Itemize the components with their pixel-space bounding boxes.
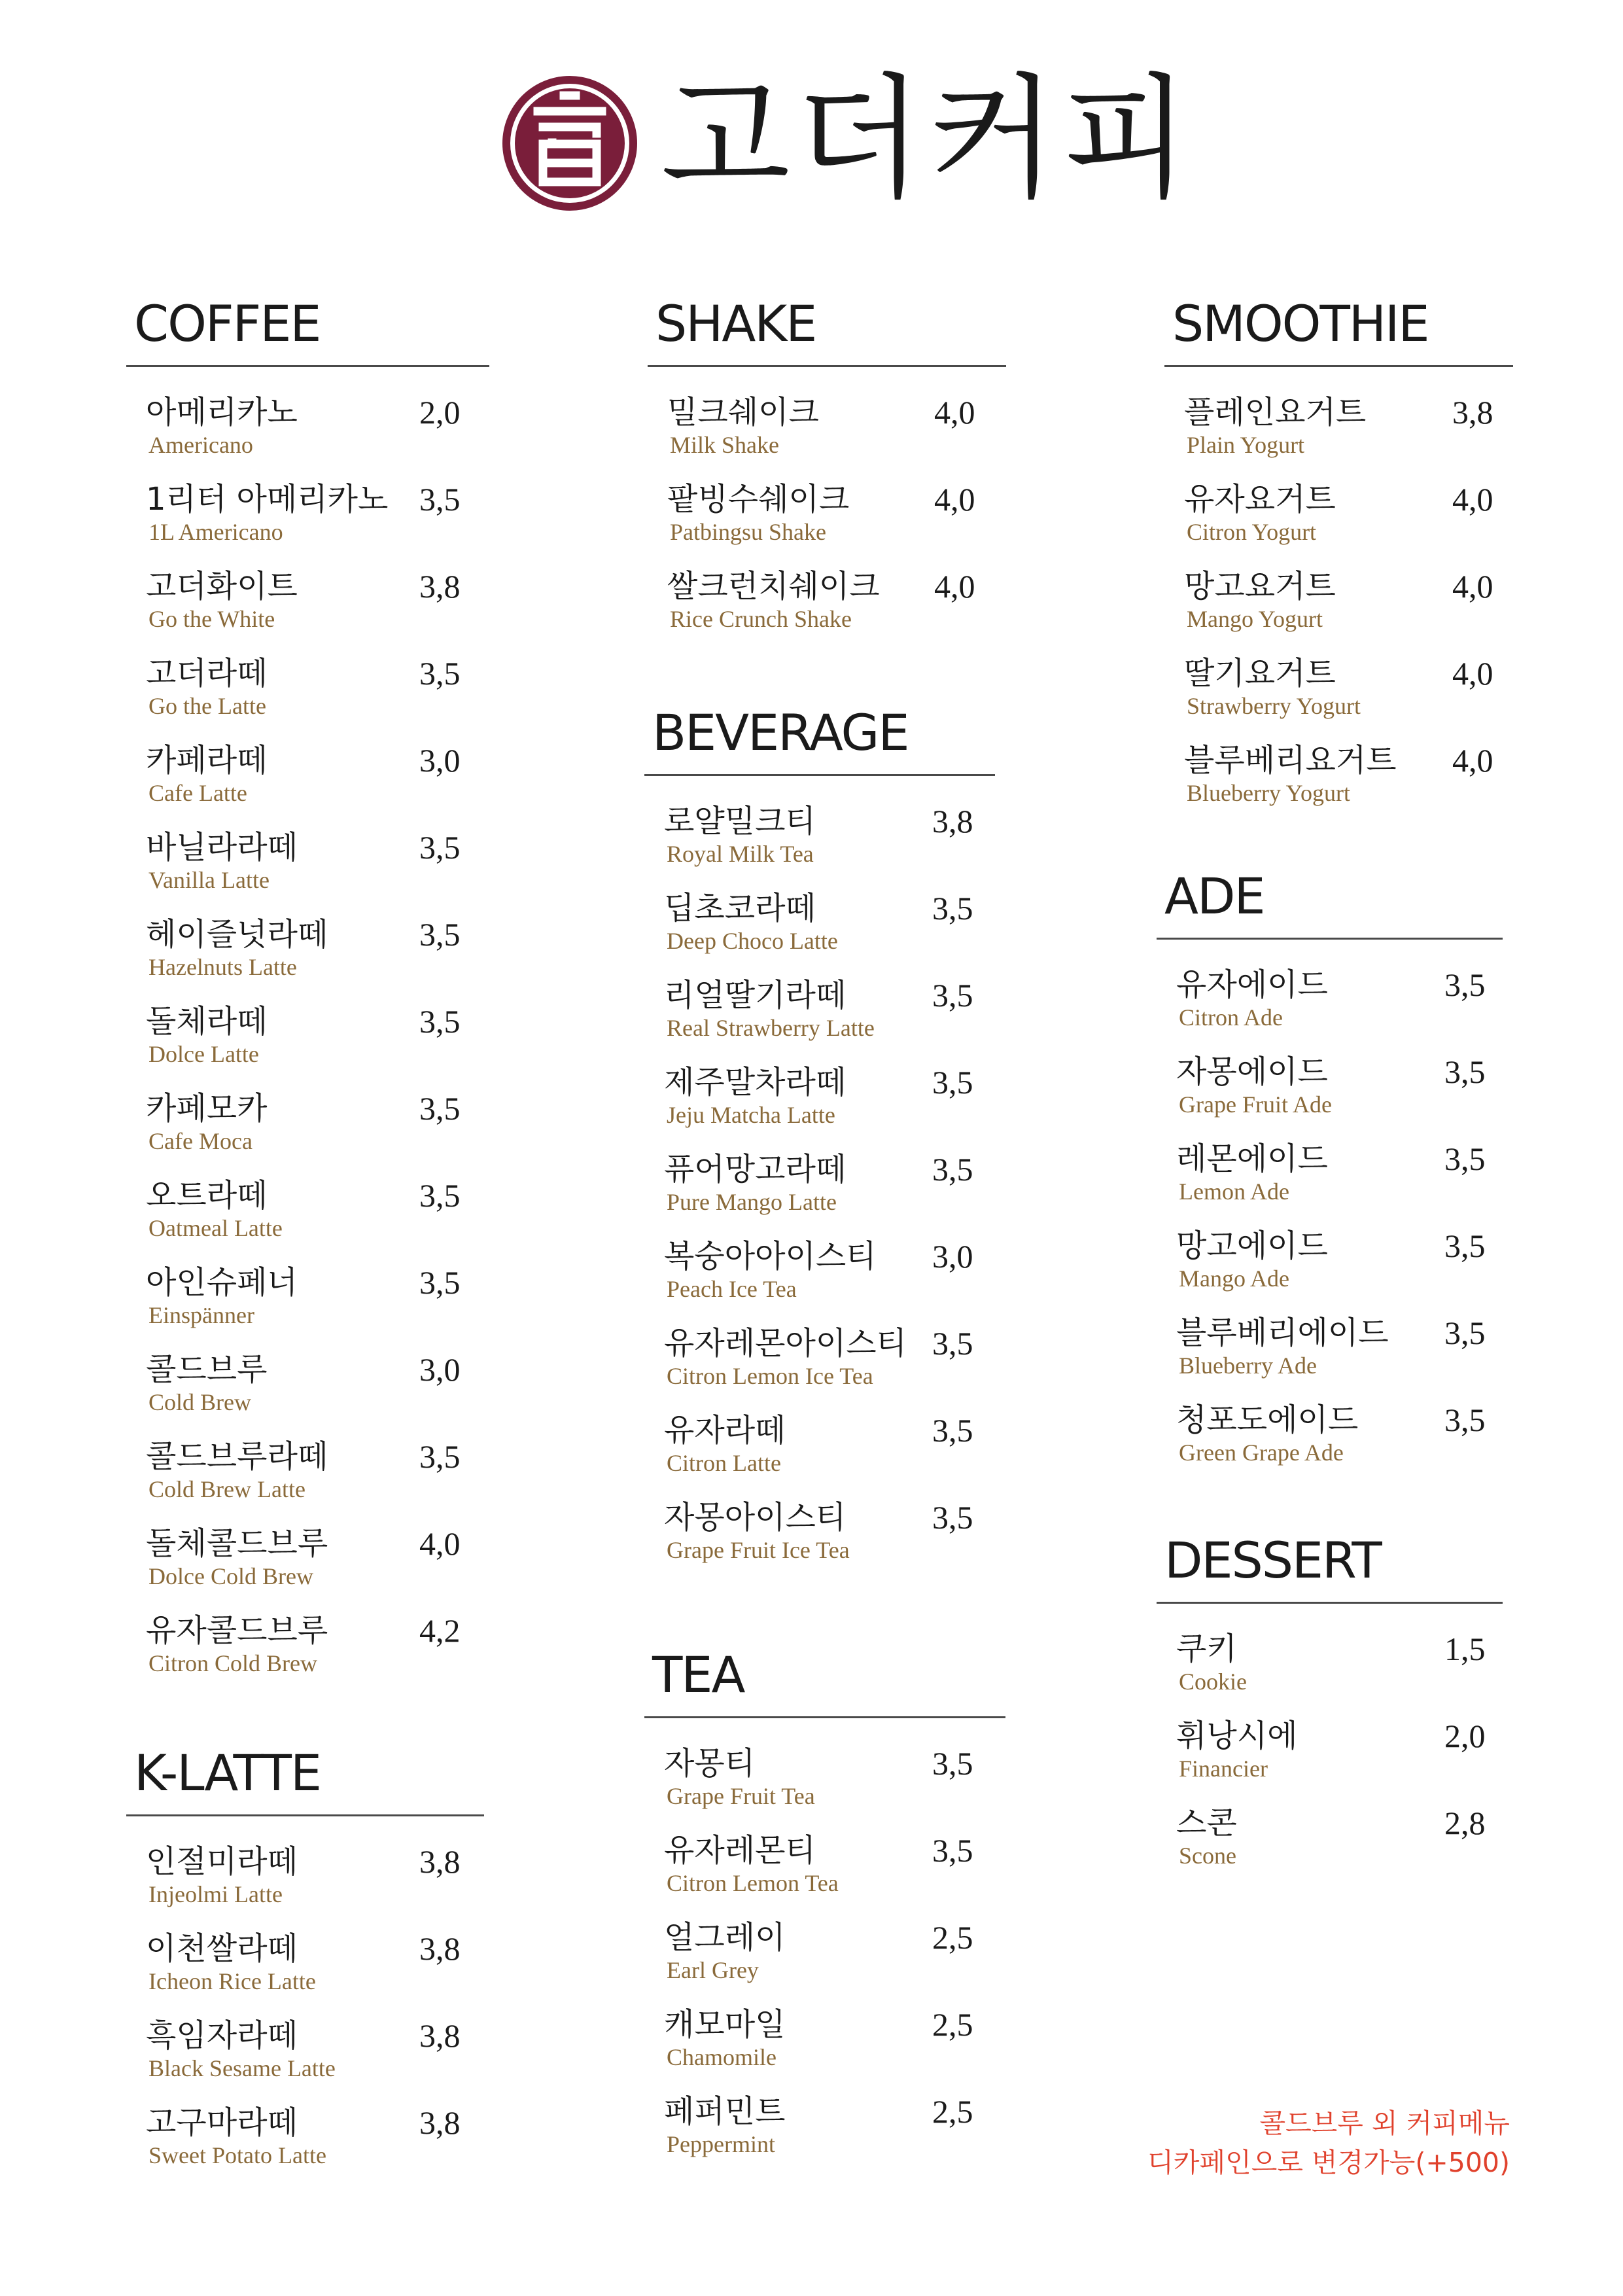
menu-item [126, 1002, 489, 1089]
menu-item-name-ko: 이천쌀라떼 [146, 1930, 298, 1967]
menu-item-name-en: 1L Americano [148, 519, 283, 545]
menu-item [126, 2103, 484, 2190]
menu-item-price: 4,0 [1452, 742, 1493, 779]
menu-item-name-ko: 밀크쉐이크 [667, 394, 819, 431]
menu-item-name-ko: 블루베리에이드 [1176, 1315, 1389, 1351]
menu-item-name-en: Oatmeal Latte [148, 1215, 283, 1241]
menu-item-price: 3,8 [419, 1843, 461, 1880]
menu-list [1157, 1629, 1503, 1890]
menu-item-name-en: Citron Lemon Tea [667, 1870, 839, 1896]
section-divider [126, 1814, 484, 1816]
menu-item-name-en: Blueberry Ade [1179, 1352, 1317, 1379]
menu-item-price: 3,5 [419, 1003, 461, 1040]
menu-item-name-ko: 레몬에이드 [1176, 1140, 1328, 1177]
menu-item-name-en: Citron Ade [1179, 1004, 1283, 1031]
menu-item-price: 3,5 [932, 890, 973, 927]
menu-item [126, 1263, 489, 1350]
menu-item-name-ko: 유자레몬아이스티 [664, 1325, 907, 1362]
menu-item-price: 4,0 [419, 1525, 461, 1562]
menu-item-price: 3,5 [419, 916, 461, 953]
menu-item-name-en: Jeju Matcha Latte [667, 1102, 835, 1128]
menu-item [644, 1237, 995, 1324]
menu-item-name-en: Earl Grey [667, 1957, 759, 1983]
menu-item-name-ko: 쌀크런치쉐이크 [667, 568, 880, 605]
section-divider [1157, 938, 1503, 940]
menu-item-name-en: Grape Fruit Tea [667, 1783, 815, 1809]
menu-item-price: 3,5 [932, 1151, 973, 1188]
menu-item [126, 741, 489, 828]
menu-item [126, 393, 489, 480]
menu-item-price: 3,5 [419, 1177, 461, 1214]
menu-item [1164, 480, 1513, 567]
menu-item-name-en: Citron Cold Brew [148, 1650, 317, 1676]
menu-item [644, 1063, 995, 1150]
menu-item-name-ko: 아인슈페너 [146, 1264, 298, 1301]
menu-item-name-ko: 돌체라떼 [146, 1003, 268, 1040]
menu-item [126, 1089, 489, 1176]
menu-item-price: 3,5 [932, 1412, 973, 1449]
menu-item [648, 393, 1006, 480]
section-title: SMOOTHIE [1172, 294, 1429, 353]
menu-item-price: 3,5 [932, 1745, 973, 1782]
menu-item-name-ko: 딥초코라떼 [664, 890, 816, 927]
menu-item-name-en: Cafe Moca [148, 1128, 253, 1154]
menu-item [126, 1611, 489, 1698]
menu-item-name-en: Blueberry Yogurt [1187, 780, 1350, 806]
menu-item [644, 1411, 995, 1498]
section-divider [644, 774, 995, 776]
menu-item [1164, 393, 1513, 480]
menu-item [648, 480, 1006, 567]
menu-item-name-ko: 카페모카 [146, 1090, 268, 1127]
menu-item [126, 480, 489, 567]
menu-item-name-en: Mango Yogurt [1187, 606, 1323, 632]
menu-item-name-ko: 유자레몬티 [664, 1832, 816, 1869]
menu-item-name-en: Americano [148, 432, 253, 458]
menu-item-price: 3,8 [932, 803, 973, 839]
menu-item [126, 1176, 489, 1263]
menu-item [126, 654, 489, 741]
menu-item-price: 2,5 [932, 1919, 973, 1956]
menu-item-price: 3,5 [1444, 1053, 1486, 1090]
menu-item-price: 3,8 [419, 1930, 461, 1967]
menu-item-name-ko: 팥빙수쉐이크 [667, 481, 850, 518]
menu-item [1157, 1716, 1503, 1803]
decaf-note [1147, 2104, 1510, 2182]
menu-item-name-ko: 유자요거트 [1184, 481, 1336, 518]
menu-item-price: 2,0 [1444, 1718, 1486, 1754]
section-title: DESSERT [1164, 1531, 1381, 1589]
menu-item-price: 3,8 [419, 568, 461, 605]
section-divider [644, 1716, 1005, 1718]
menu-item [126, 1842, 484, 1929]
menu-item-name-en: Royal Milk Tea [667, 841, 814, 867]
menu-item-name-en: Grape Fruit Ade [1179, 1091, 1332, 1118]
section-divider [126, 365, 489, 367]
menu-item [1157, 1629, 1503, 1716]
menu-item-price: 4,0 [1452, 655, 1493, 692]
menu-item [1157, 965, 1503, 1052]
menu-item [644, 1918, 1005, 2005]
menu-item-name-ko: 고구마라떼 [146, 2104, 298, 2141]
menu-item-price: 3,5 [932, 977, 973, 1014]
menu-item-name-ko: 1리터 아메리카노 [146, 481, 389, 518]
section-divider [1164, 365, 1513, 367]
menu-item-price: 3,5 [419, 829, 461, 866]
menu-list [648, 393, 1006, 654]
menu-item-price: 3,5 [1444, 966, 1486, 1003]
section-title: SHAKE [655, 294, 816, 353]
menu-item-name-en: Rice Crunch Shake [670, 606, 852, 632]
menu-item-name-ko: 자몽에이드 [1176, 1053, 1328, 1090]
menu-item [1157, 1226, 1503, 1313]
menu-item-price: 3,5 [932, 1832, 973, 1869]
menu-item-name-ko: 자몽아이스티 [664, 1499, 846, 1536]
menu-item-name-en: Milk Shake [670, 432, 779, 458]
menu-item-name-ko: 인절미라떼 [146, 1843, 298, 1880]
section-title: BEVERAGE [652, 703, 909, 762]
menu-list [644, 1744, 1005, 2179]
menu-item-price: 3,0 [419, 1351, 461, 1388]
menu-item-price: 2,5 [932, 2093, 973, 2130]
menu-item-name-ko: 로얄밀크티 [664, 803, 816, 839]
menu-item-name-en: Cold Brew [148, 1389, 251, 1415]
menu-item-name-ko: 돌체콜드브루 [146, 1525, 328, 1562]
menu-item-name-en: Black Sesame Latte [148, 2055, 336, 2081]
menu-item-name-ko: 바닐라라떼 [146, 829, 298, 866]
menu-item-price: 3,5 [419, 1438, 461, 1475]
menu-item-name-ko: 유자에이드 [1176, 966, 1328, 1003]
menu-item-name-en: Go the White [148, 606, 275, 632]
menu-item-price: 3,0 [932, 1238, 973, 1275]
menu-item-name-ko: 고더라떼 [146, 655, 268, 692]
menu-item [126, 1437, 489, 1524]
menu-item-name-en: Scone [1179, 1843, 1236, 1869]
menu-item-name-ko: 카페라떼 [146, 742, 268, 779]
brand-logo [497, 71, 642, 216]
menu-item [644, 1498, 995, 1585]
menu-item-price: 3,5 [1444, 1315, 1486, 1351]
menu-item [126, 915, 489, 1002]
menu-item-name-ko: 휘낭시에 [1176, 1718, 1298, 1754]
menu-item [1157, 1313, 1503, 1400]
menu-item [644, 1831, 1005, 1918]
menu-item-name-en: Cafe Latte [148, 780, 247, 806]
menu-item-price: 3,8 [419, 2104, 461, 2141]
menu-item-name-en: Strawberry Yogurt [1187, 693, 1361, 719]
menu-item-name-ko: 쿠키 [1176, 1631, 1237, 1667]
menu-item-name-ko: 유자라떼 [664, 1412, 786, 1449]
menu-item-price: 3,5 [419, 1090, 461, 1127]
menu-item-name-ko: 플레인요거트 [1184, 394, 1367, 431]
menu-item-name-en: Citron Latte [667, 1450, 781, 1476]
menu-item [644, 802, 995, 889]
menu-item [126, 1524, 489, 1611]
menu-item-price: 4,0 [1452, 568, 1493, 605]
section-title: K-LATTE [134, 1744, 321, 1802]
menu-item-price: 1,5 [1444, 1631, 1486, 1667]
menu-item-name-en: Einspänner [148, 1302, 254, 1328]
menu-item-name-en: Vanilla Latte [148, 867, 270, 893]
menu-item-price: 3,8 [1452, 394, 1493, 431]
menu-item [648, 567, 1006, 654]
menu-list [126, 1842, 484, 2190]
menu-item-price: 2,0 [419, 394, 461, 431]
section-divider [1157, 1602, 1503, 1604]
menu-item [644, 2005, 1005, 2092]
menu-item-name-en: Chamomile [667, 2044, 777, 2070]
section-title: COFFEE [134, 294, 321, 353]
menu-item-price: 3,5 [1444, 1140, 1486, 1177]
menu-item-price: 3,5 [932, 1064, 973, 1101]
menu-item [644, 976, 995, 1063]
menu-item-name-ko: 퓨어망고라떼 [664, 1151, 846, 1188]
menu-item [126, 567, 489, 654]
menu-item-price: 3,5 [419, 1264, 461, 1301]
menu-item-price: 3,5 [419, 481, 461, 518]
menu-item [644, 1324, 995, 1411]
decaf-note-line2: 디카페인으로 변경가능(+500) [1147, 2147, 1510, 2178]
menu-item [1157, 1139, 1503, 1226]
menu-item-name-ko: 스콘 [1176, 1805, 1237, 1841]
menu-item-name-ko: 망고에이드 [1176, 1227, 1328, 1264]
menu-item-name-en: Peach Ice Tea [667, 1276, 797, 1302]
menu-item-name-ko: 얼그레이 [664, 1919, 786, 1956]
menu-item-name-en: Real Strawberry Latte [667, 1015, 875, 1041]
menu-item-name-ko: 페퍼민트 [664, 2093, 786, 2130]
menu-list [126, 393, 489, 1698]
menu-item-name-ko: 복숭아아이스티 [664, 1238, 877, 1275]
menu-item-price: 3,8 [419, 2017, 461, 2054]
menu-item-name-ko: 아메리카노 [146, 394, 298, 431]
menu-item-name-en: Lemon Ade [1179, 1178, 1289, 1205]
menu-item-price: 4,2 [419, 1612, 461, 1649]
menu-item-name-en: Hazelnuts Latte [148, 954, 297, 980]
menu-item-name-en: Dolce Cold Brew [148, 1563, 313, 1589]
menu-item-name-ko: 망고요거트 [1184, 568, 1336, 605]
menu-item [1164, 567, 1513, 654]
menu-item-price: 4,0 [934, 394, 975, 431]
menu-item-name-en: Cold Brew Latte [148, 1476, 305, 1502]
menu-item-name-en: Deep Choco Latte [667, 928, 838, 954]
menu-item-name-ko: 캐모마일 [664, 2006, 786, 2043]
menu-item [644, 1744, 1005, 1831]
menu-item-name-en: Plain Yogurt [1187, 432, 1305, 458]
menu-item [644, 889, 995, 976]
menu-item-name-en: Grape Fruit Ice Tea [667, 1537, 850, 1563]
menu-item-name-ko: 오트라떼 [146, 1177, 268, 1214]
menu-item-name-en: Citron Yogurt [1187, 519, 1317, 545]
menu-list [644, 802, 995, 1585]
menu-list [1164, 393, 1513, 828]
menu-item-name-ko: 자몽티 [664, 1745, 756, 1782]
menu-item [1157, 1803, 1503, 1890]
menu-item-name-ko: 헤이즐넛라떼 [146, 916, 328, 953]
menu-item [1164, 741, 1513, 828]
section-title: TEA [652, 1646, 744, 1704]
menu-item-price: 2,8 [1444, 1805, 1486, 1841]
menu-item [126, 2016, 484, 2103]
decaf-note-line1: 콜드브루 외 커피메뉴 [1259, 2108, 1510, 2139]
section-divider [648, 365, 1006, 367]
menu-item-name-en: Dolce Latte [148, 1041, 259, 1067]
menu-item-name-ko: 제주말차라떼 [664, 1064, 846, 1101]
section-title: ADE [1164, 867, 1265, 925]
menu-item-price: 3,5 [932, 1499, 973, 1536]
menu-item [644, 1150, 995, 1237]
menu-item-price: 3,5 [1444, 1227, 1486, 1264]
menu-item-name-en: Icheon Rice Latte [148, 1968, 316, 1994]
menu-item-name-en: Injeolmi Latte [148, 1881, 283, 1907]
menu-item-price: 4,0 [934, 481, 975, 518]
menu-item-name-en: Peppermint [667, 2131, 775, 2157]
menu-item-name-en: Cookie [1179, 1669, 1247, 1695]
menu-item [1157, 1052, 1503, 1139]
menu-item-name-ko: 딸기요거트 [1184, 655, 1336, 692]
menu-item-price: 4,0 [1452, 481, 1493, 518]
menu-list [1157, 965, 1503, 1487]
menu-item-name-ko: 청포도에이드 [1176, 1402, 1359, 1438]
menu-item [1164, 654, 1513, 741]
menu-item-name-ko: 리얼딸기라떼 [664, 977, 846, 1014]
menu-item [644, 2092, 1005, 2179]
menu-item-price: 3,5 [932, 1325, 973, 1362]
menu-item-price: 3,5 [419, 655, 461, 692]
menu-item-name-ko: 유자콜드브루 [146, 1612, 328, 1649]
menu-item-name-ko: 흑임자라떼 [146, 2017, 298, 2054]
menu-item-name-en: Pure Mango Latte [667, 1189, 837, 1215]
menu-item-name-en: Sweet Potato Latte [148, 2142, 326, 2168]
menu-item-name-en: Citron Lemon Ice Tea [667, 1363, 873, 1389]
menu-item [126, 1350, 489, 1437]
menu-item-price: 4,0 [934, 568, 975, 605]
menu-item-name-en: Patbingsu Shake [670, 519, 826, 545]
menu-item [126, 1929, 484, 2016]
menu-item-name-ko: 콜드브루라떼 [146, 1438, 328, 1475]
menu-item-name-ko: 고더화이트 [146, 568, 298, 605]
menu-item-name-en: Go the Latte [148, 693, 266, 719]
menu-item-name-en: Green Grape Ade [1179, 1439, 1344, 1466]
menu-item-name-en: Financier [1179, 1756, 1268, 1782]
menu-item [1157, 1400, 1503, 1487]
menu-item-price: 3,0 [419, 742, 461, 779]
menu-item-name-ko: 블루베리요거트 [1184, 742, 1397, 779]
menu-item-name-en: Mango Ade [1179, 1265, 1289, 1292]
menu-item [126, 828, 489, 915]
menu-item-name-ko: 콜드브루 [146, 1351, 268, 1388]
brand-name: 고더커피 [661, 62, 1195, 217]
menu-item-price: 2,5 [932, 2006, 973, 2043]
menu-item-price: 3,5 [1444, 1402, 1486, 1438]
